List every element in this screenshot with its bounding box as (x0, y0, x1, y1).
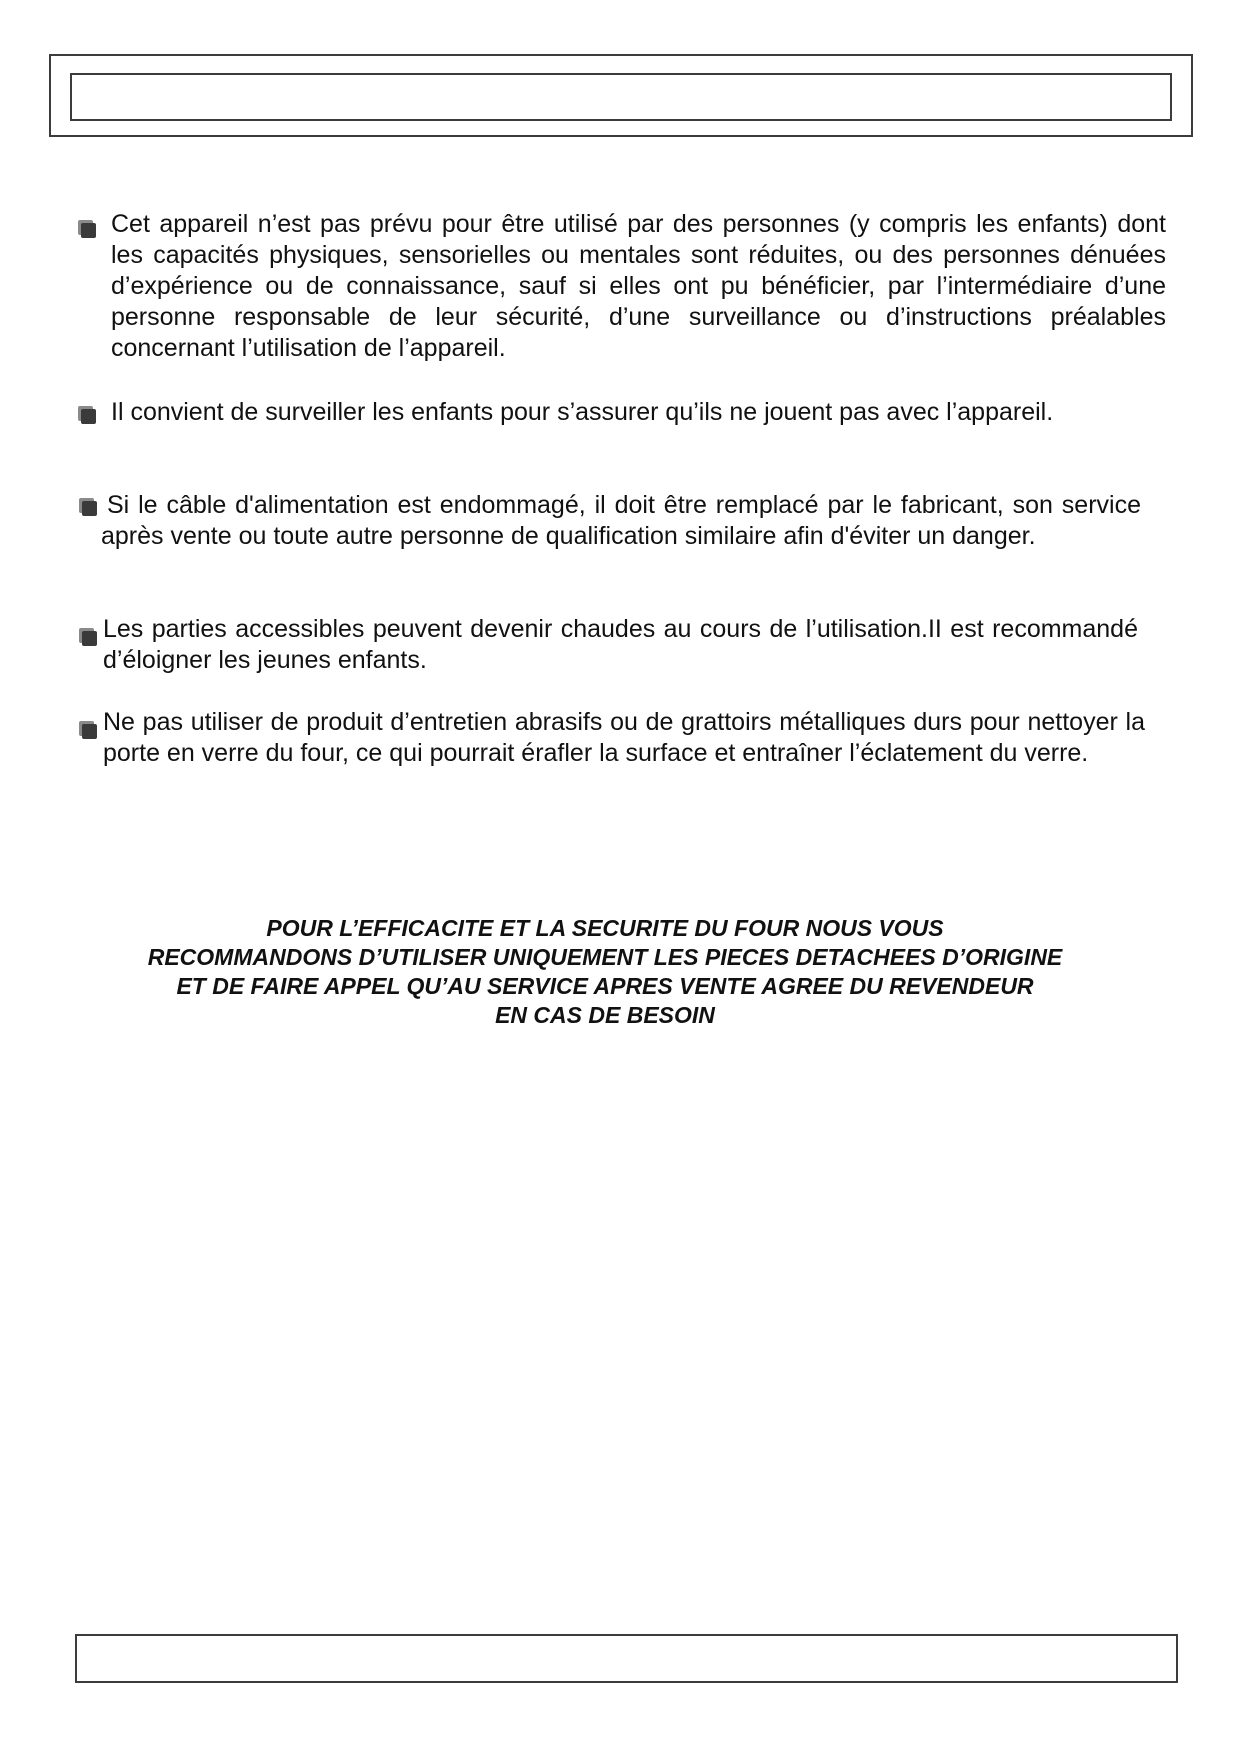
notice-line: EN CAS DE BESOIN (495, 1002, 715, 1028)
square-bullet-icon (81, 409, 96, 424)
square-bullet-icon (82, 631, 97, 646)
notice-line: ET DE FAIRE APPEL QU’AU SERVICE APRES VENTE AGREE DU REVENDEUR (176, 973, 1034, 999)
original-parts-notice (70, 914, 1140, 1030)
warning-item: Les parties accessibles peuvent devenir chaudes au cours de l’utilisation.II est recommandé d’éloigner les jeunes enfants. (103, 615, 1138, 674)
footer-frame (75, 1634, 1178, 1683)
square-bullet-icon (82, 724, 97, 739)
square-bullet-icon (82, 501, 97, 516)
warning-item: Si le câble d'alimentation est endommagé, il doit être remplacé par le fabricant, son service après vente ou toute autre personne de qualification similaire afin d'éviter un danger. (101, 491, 1141, 550)
header-frame-inner (70, 73, 1172, 121)
warning-item: Ne pas utiliser de produit d’entretien abrasifs ou de grattoirs métalliques durs pour nettoyer la porte en verre du four, ce qui pourrait érafler la surface et entraîner l’éclatement du verre. (103, 708, 1145, 767)
notice-line: RECOMMANDONS D’UTILISER UNIQUEMENT LES PIECES DETACHEES D’ORIGINE (147, 944, 1063, 970)
square-bullet-icon (81, 223, 96, 238)
warning-item: Il convient de surveiller les enfants pour s’assurer qu’ils ne jouent pas avec l’appareil. (111, 398, 1054, 426)
warning-item: Cet appareil n’est pas prévu pour être utilisé par des personnes (y compris les enfants) dont les capacités physiques, sensorielles ou mentales sont réduites, ou des personnes dénuées d’expérience ou de connaissance, sauf si elles ont pu bénéficier, par l’intermédiaire d’une personne responsable de leur sécurité, d’une surveillance ou d’instructions préalables concernant l’utilisation de l’appareil. (111, 210, 1166, 362)
notice-line: POUR L’EFFICACITE ET LA SECURITE DU FOUR NOUS VOUS (266, 915, 944, 941)
